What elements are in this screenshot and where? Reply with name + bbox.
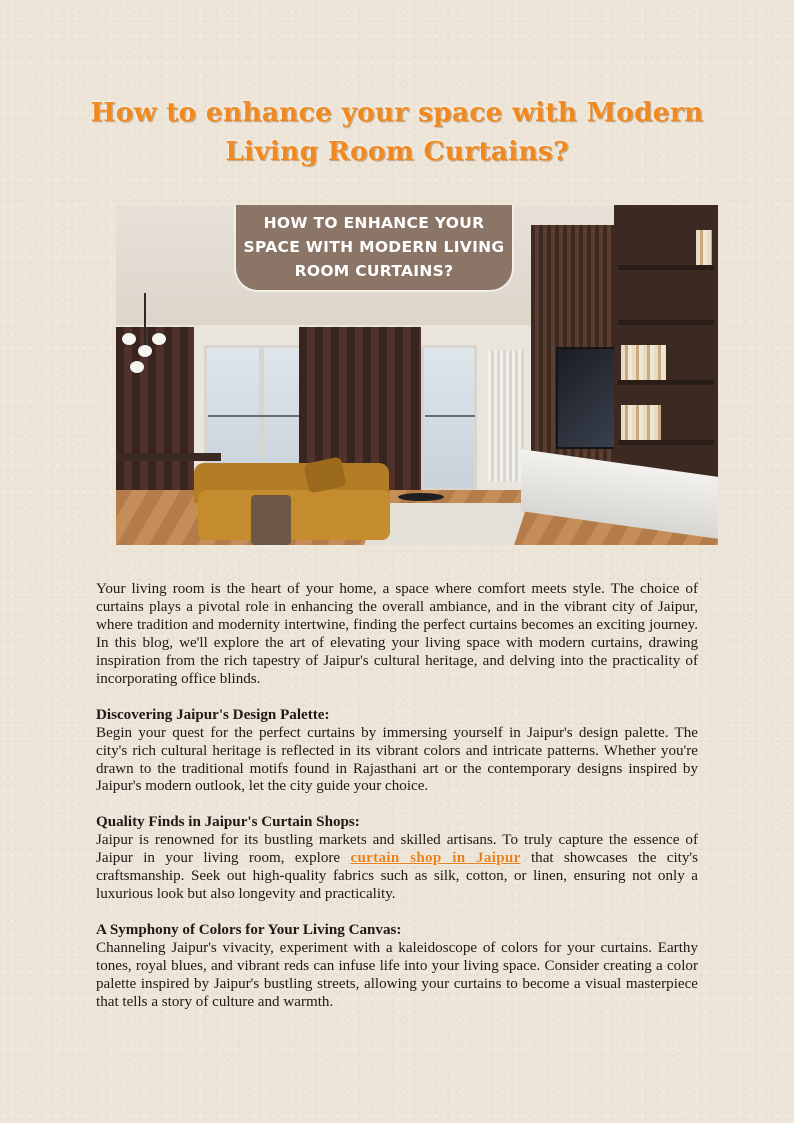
- books: [621, 405, 661, 440]
- paragraph-text: that showcases the city's craftsmanship. Seek out high-quality fabrics such as silk, cotton, or linen, ensuring not only a luxurious look but also longevity and practicality.: [96, 850, 698, 903]
- coffee-table: [398, 493, 444, 501]
- curtain-shop-link[interactable]: curtain shop in Jaipur: [350, 850, 521, 867]
- lamp-globe: [130, 361, 144, 373]
- dining-table: [116, 453, 221, 461]
- section-heading: Quality Finds in Jaipur's Curtain Shops:: [96, 814, 360, 831]
- paragraph-text: Jaipur is renowned for its bustling markets and skilled artisans. To truly capture the essence of Jaipur in your living room, explore: [96, 832, 698, 867]
- balcony-railing: [208, 415, 313, 417]
- shelf: [618, 320, 714, 325]
- window: [421, 345, 477, 491]
- pendant-lamp: [144, 293, 146, 353]
- section-paragraph: Channeling Jaipur's vivacity, experiment with a kaleidoscope of colors for your curtains. Earthy tones, royal blues, and vibrant reds can infuse life into your living space. Consider creating a color palette inspired by Jaipur's bustling streets, allowing your curtains to become a visual masterpiece that tells a story of culture and warmth.: [96, 940, 698, 1010]
- shelf: [618, 440, 714, 445]
- living-room-image: [116, 205, 718, 545]
- section-heading: A Symphony of Colors for Your Living Canvas:: [96, 922, 402, 939]
- article-body: [96, 581, 698, 1012]
- curtain: [116, 327, 194, 515]
- page-title: How to enhance your space with Modern Living Room Curtains?: [90, 97, 704, 167]
- section-heading: Discovering Jaipur's Design Palette:: [96, 706, 330, 723]
- books: [696, 230, 712, 265]
- throw-blanket: [251, 495, 291, 545]
- sofa-seat: [198, 490, 390, 540]
- lamp-globe: [152, 333, 166, 345]
- section-paragraph: Begin your quest for the perfect curtains by immersing yourself in Jaipur's design palette. The city's rich cultural heritage is reflected in its vibrant colors and intricate patterns. Whether you're drawn to the traditional motifs found in Rajasthani art or the contemporary designs inspired by Jaipur's modern outlook, let the city guide your choice.: [96, 724, 698, 795]
- lamp-globe: [122, 333, 136, 345]
- intro-paragraph: Your living room is the heart of your home, a space where comfort meets style. The choice of curtains plays a pivotal role in enhancing the overall ambiance, and in the vibrant city of Jaipur, where tradition and modernity intertwine, finding the perfect curtains becomes an exciting journey. In this blog, we'll explore the art of elevating your living space with modern curtains, drawing inspiration from the rich tapestry of Jaipur's cultural heritage, and delving into the practicality of incorporating office blinds.: [96, 581, 698, 687]
- shelf: [618, 380, 714, 385]
- lamp-globe: [138, 345, 152, 357]
- balcony-railing: [425, 415, 475, 417]
- radiator: [488, 350, 524, 482]
- shelf: [618, 265, 714, 270]
- image-caption-text: HOW TO ENHANCE YOUR SPACE WITH MODERN LIVING ROOM CURTAINS?: [243, 214, 505, 280]
- television: [556, 347, 622, 449]
- section-paragraph: [96, 832, 698, 904]
- books: [621, 345, 666, 380]
